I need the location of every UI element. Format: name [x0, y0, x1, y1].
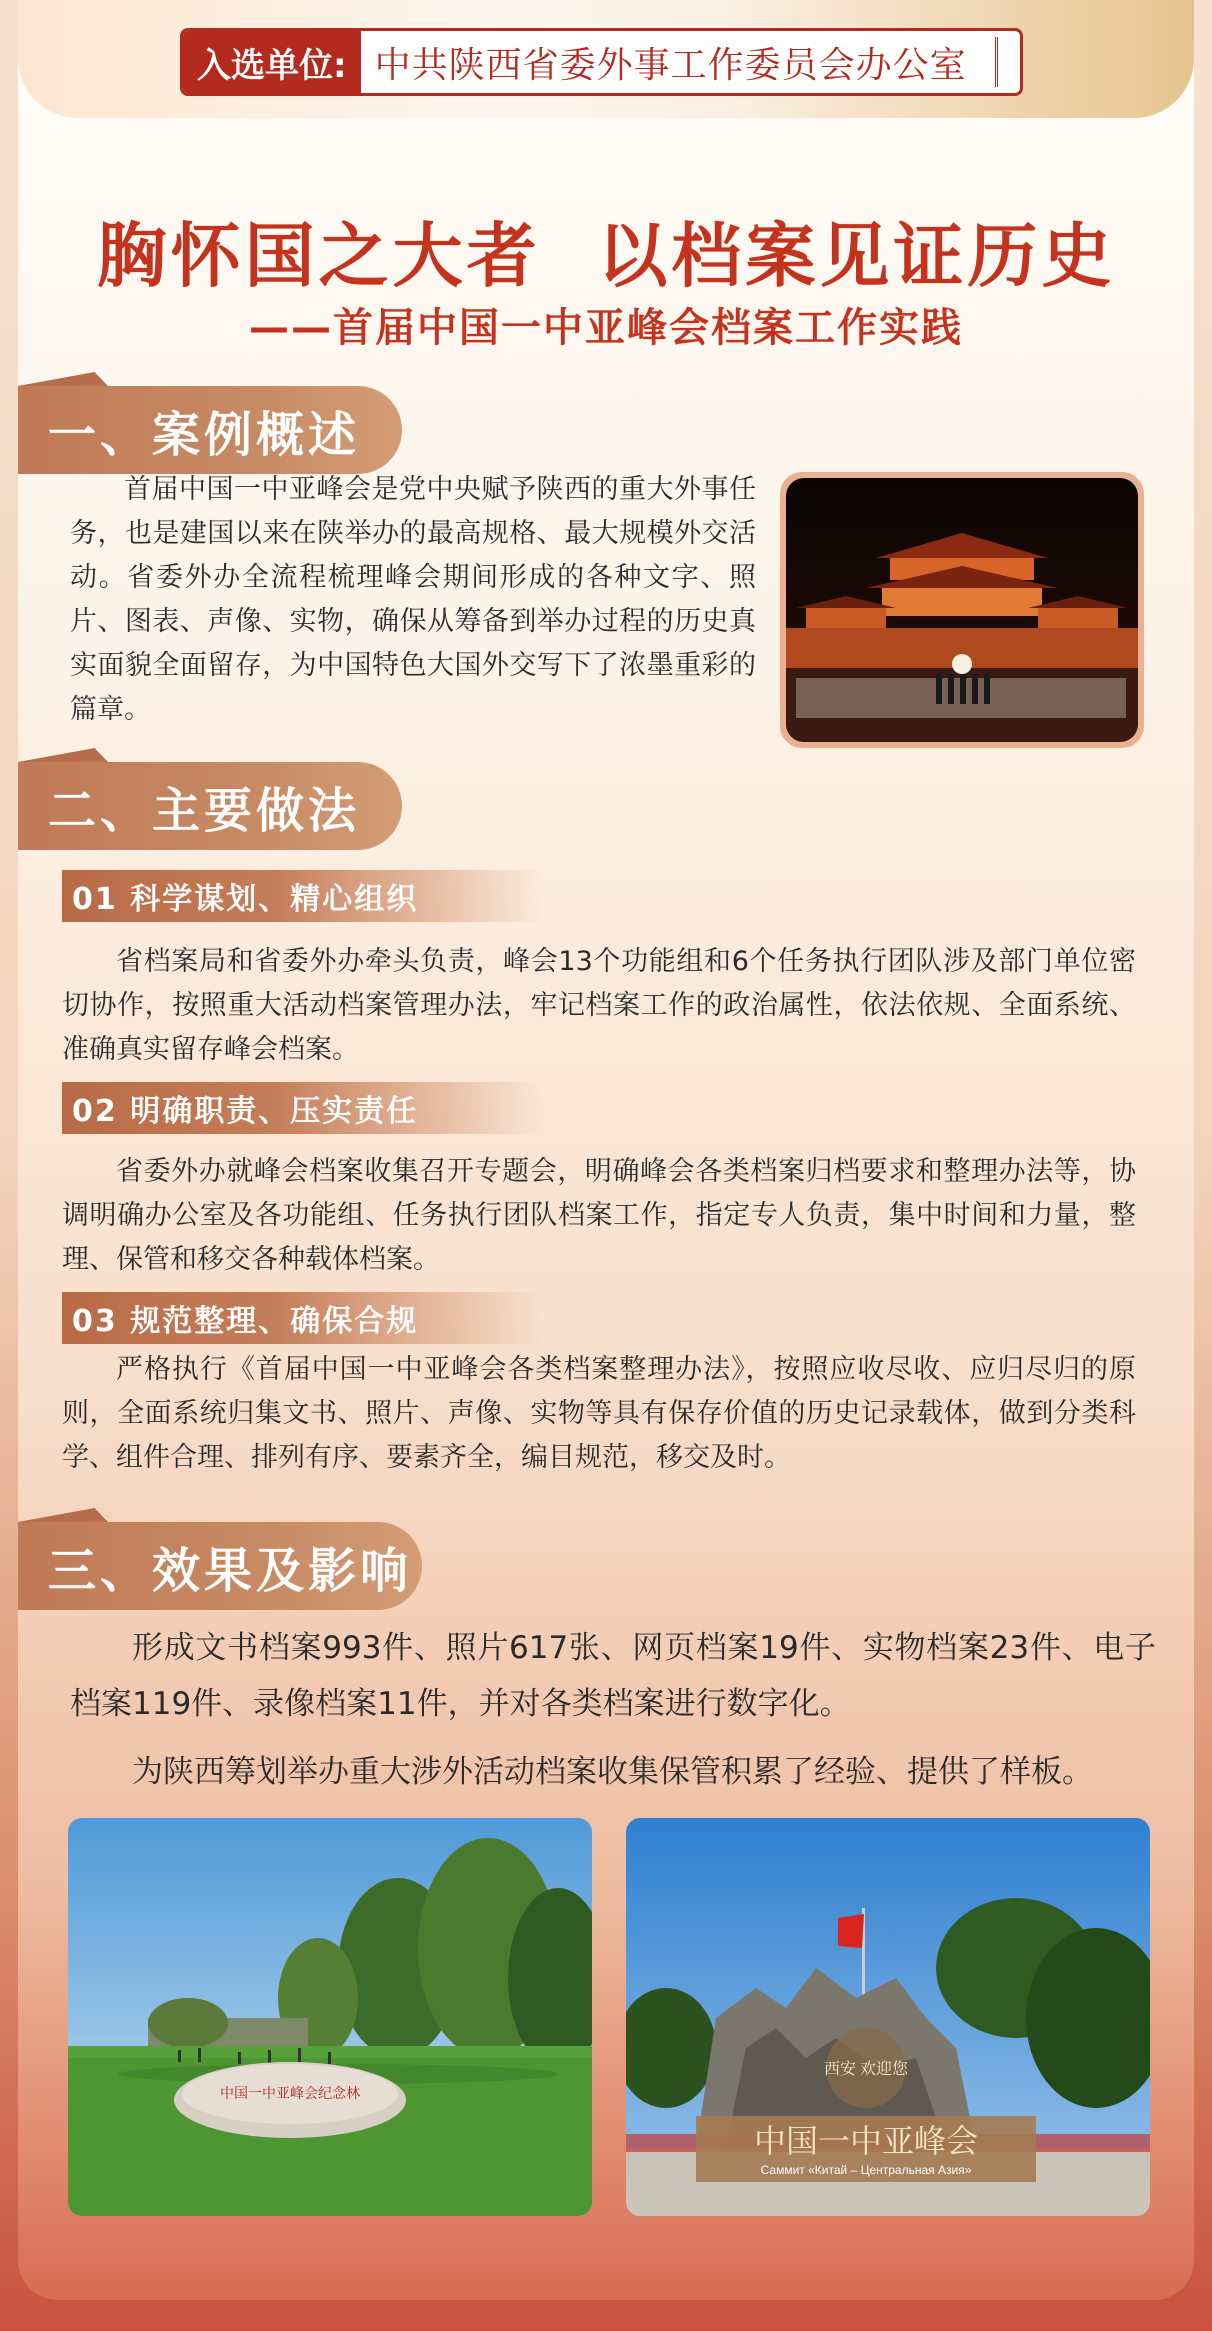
results-text-2: 为陕西筹划举办重大涉外活动档案收集保管积累了经验、提供了样板。	[132, 1754, 1093, 1790]
overview-text: 首届中国一中亚峰会是党中央赋予陕西的重大外事任务，也是建国以来在陕举办的最高规格、最大规模外交活动。省委外办全流程梳理峰会期间形成的各种文字、照片、图表、声像、实物，确保从筹备到举办过程的历史真实面貌全面留存，为中国特色大国外交写下了浓墨重彩的篇章。	[70, 474, 756, 725]
unit-value: 中共陕西省委外事工作委员会办公室	[374, 44, 967, 86]
unit-label: 入选单位:	[183, 31, 361, 93]
decorative-bars	[995, 37, 1016, 87]
subsection-title-3: 03 规范整理、确保合规	[62, 1292, 542, 1344]
section-heading-results: 三、效果及影响	[18, 1522, 422, 1610]
memorial-forest-photo	[68, 1818, 592, 2216]
stone-inscription: 中国一中亚峰会纪念林	[220, 2087, 360, 2102]
summit-sign-subtext: Саммит «Китай – Центральная Азия»	[760, 2163, 972, 2177]
summit-sign-photo	[626, 1818, 1150, 2216]
subsection-title-1: 01 科学谋划、精心组织	[62, 870, 542, 922]
rockery-sign-image	[626, 1818, 1150, 2216]
subsection-title-2: 02 明确职责、压实责任	[62, 1082, 542, 1134]
summit-sign-text: 中国一中亚峰会	[753, 2123, 979, 2159]
park-stone-image	[68, 1818, 592, 2216]
unit-box	[180, 28, 1023, 96]
subsection-text-3: 严格执行《首届中国一中亚峰会各类档案整理办法》，按照应收尽收、应归尽归的原则，全面系统归集文书、照片、声像、实物等具有保存价值的历史记录载体，做到分类科学、组件合理、排列有序、要素齐全，编目规范，移交及时。	[62, 1354, 1136, 1473]
summit-night-photo	[780, 472, 1144, 748]
section-heading-overview: 一、案例概述	[18, 386, 402, 474]
subsection-text-2: 省委外办就峰会档案收集召开专题会，明确峰会各类档案归档要求和整理办法等，协调明确办公室及各功能组、任务执行团队档案工作，指定专人负责，集中时间和力量，整理、保管和移交各种载体档案。	[62, 1156, 1136, 1275]
section-heading-practices: 二、主要做法	[18, 762, 402, 850]
results-text-1: 形成文书档案993件、照片617张、网页档案19件、实物档案23件、电子档案119件、录像档案11件，并对各类档案进行数字化。	[70, 1630, 1156, 1722]
rockery-text: 西安 欢迎您	[823, 2061, 909, 2078]
page-title: 胸怀国之大者 以档案见证历史	[96, 215, 1116, 297]
subsection-text-1: 省档案局和省委外办牵头负责，峰会13个功能组和6个任务执行团队涉及部门单位密切协作，按照重大活动档案管理办法，牢记档案工作的政治属性，依法依规、全面系统、准确真实留存峰会档案。	[62, 946, 1136, 1065]
palace-night-image	[786, 478, 1138, 742]
page-subtitle: ——首届中国一中亚峰会档案工作实践	[249, 305, 963, 351]
